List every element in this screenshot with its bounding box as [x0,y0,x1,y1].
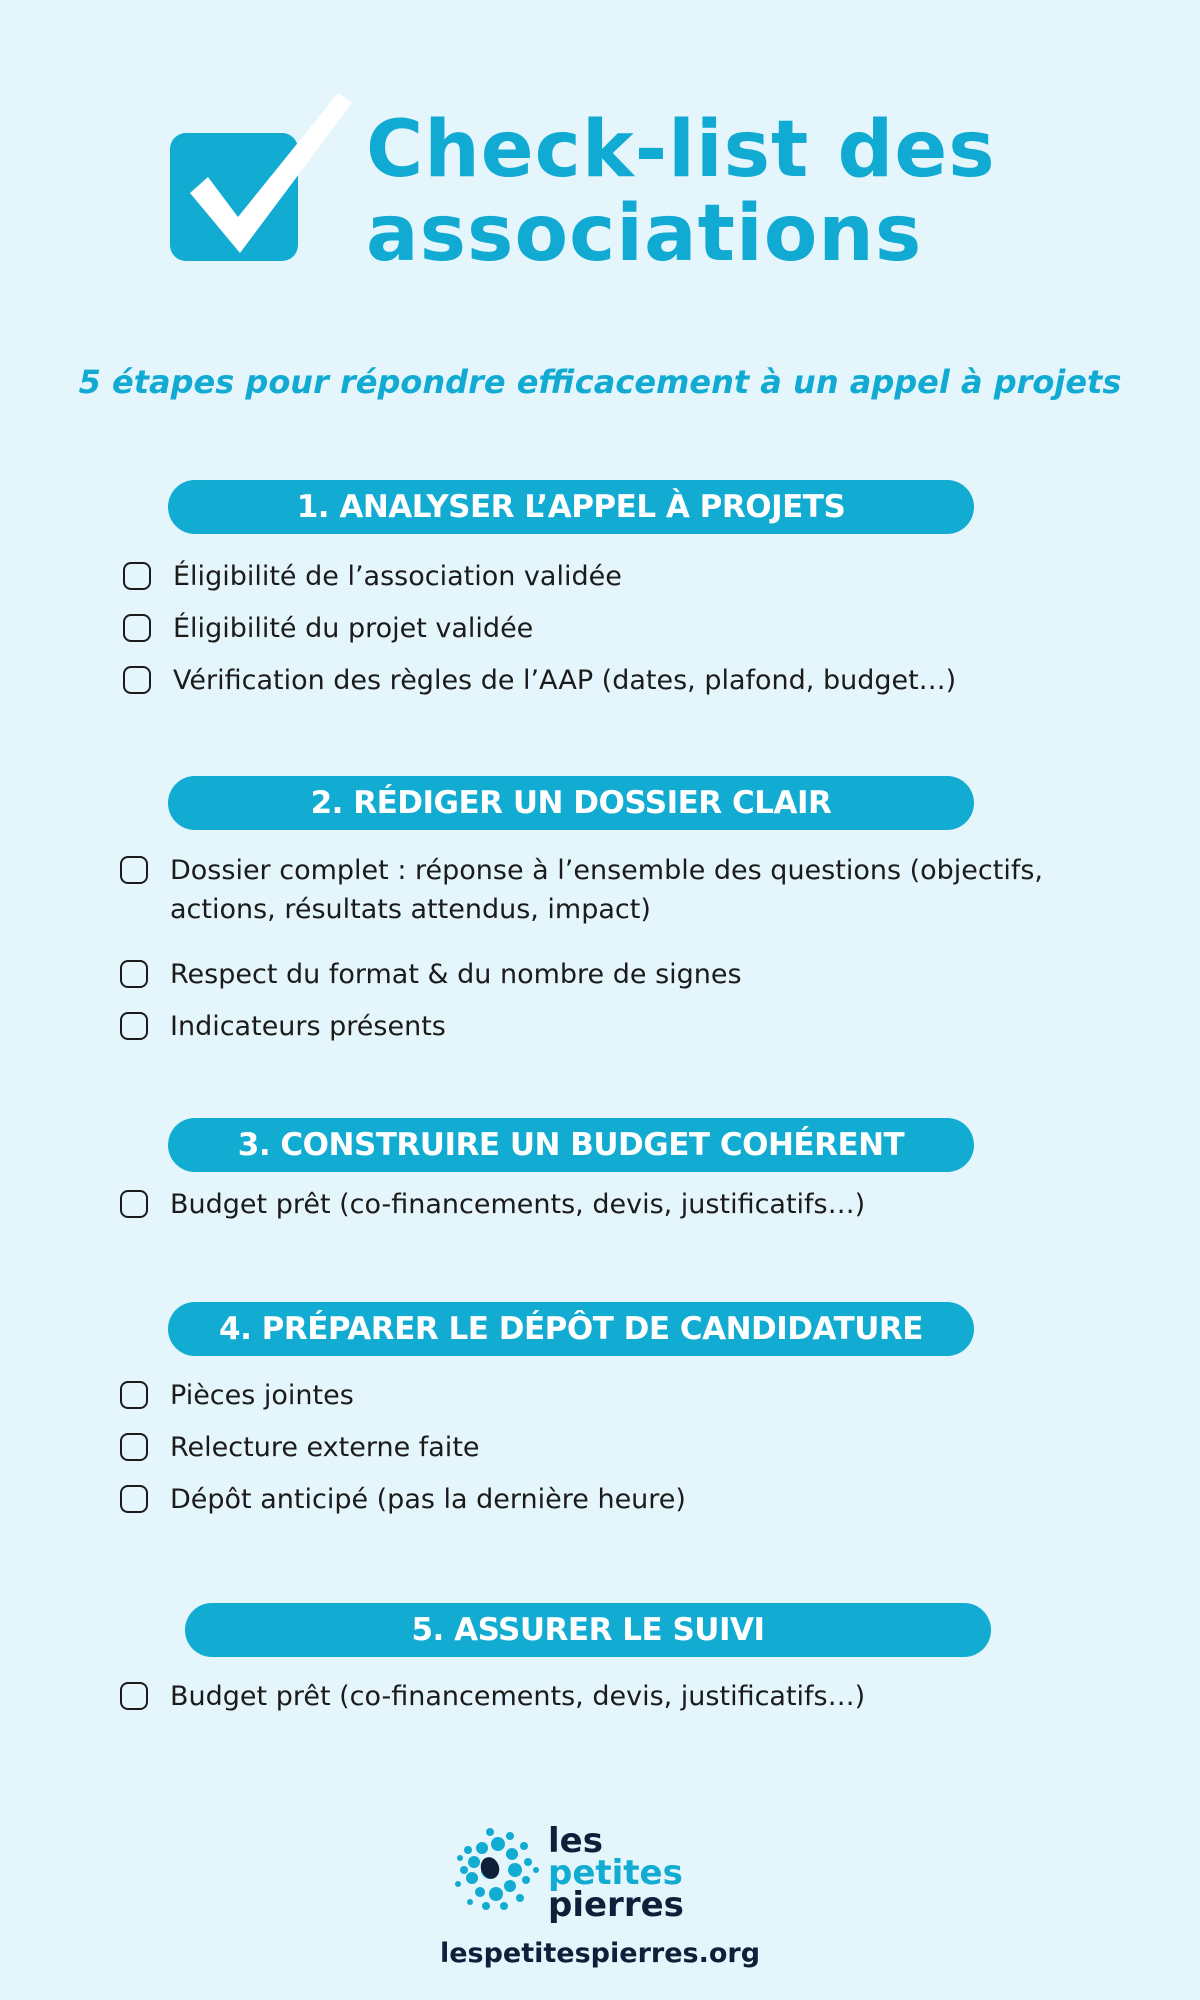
section-heading-4: 4. PRÉPARER LE DÉPÔT DE CANDIDATURE [168,1302,974,1356]
checklist-item-label: Éligibilité de l’association validée [173,561,622,592]
checklist-item [120,1677,865,1716]
title-line-2: associations [366,189,923,279]
checklist-item-label: Dépôt anticipé (pas la dernière heure) [170,1484,686,1515]
checklist-item [120,1376,354,1415]
section-heading-5: 5. ASSURER LE SUIVI [185,1603,991,1657]
page-title [366,105,996,279]
checkbox[interactable] [120,1381,148,1409]
checklist-item [120,1007,446,1046]
checklist-item-label: Relecture externe faite [170,1432,480,1463]
petites-pierres-logo [452,1818,702,1923]
footer-website-link[interactable]: lespetitespierres.org [439,1938,761,1969]
checkbox[interactable] [120,1682,148,1710]
logo-word-les: les [548,1821,603,1861]
title-line-1: Check-list des [366,105,996,195]
checkbox[interactable] [123,562,151,590]
page-subtitle: 5 étapes pour répondre efficacement à un appel à projets [78,363,1122,401]
checkbox[interactable] [120,1190,148,1218]
checklist-item [120,1428,480,1467]
section-heading-1: 1. ANALYSER L’APPEL À PROJETS [168,480,974,534]
logo-word-pierres: pierres [548,1885,684,1923]
section-heading-3: 3. CONSTRUIRE UN BUDGET COHÉRENT [168,1118,974,1172]
checklist-item [123,661,956,700]
checklist-item [123,557,622,596]
checkbox[interactable] [120,1485,148,1513]
checkbox[interactable] [120,960,148,988]
checklist-item-label: Éligibilité du projet validée [173,613,534,644]
section-heading-2: 2. RÉDIGER UN DOSSIER CLAIR [168,776,974,830]
checklist-item [120,1185,865,1224]
checkbox[interactable] [120,856,148,884]
checkbox[interactable] [120,1012,148,1040]
checklist-item [120,1480,686,1519]
checklist-item-label: Respect du format & du nombre de signes [170,959,742,990]
checkbox-check-icon [168,85,358,265]
checklist-item [120,955,742,994]
checklist-item-label: Budget prêt (co-financements, devis, justificatifs…) [170,1681,866,1712]
checklist-item-label: Indicateurs présents [170,1011,446,1042]
checklist-item-label: Budget prêt (co-financements, devis, justificatifs…) [170,1189,866,1220]
checkbox[interactable] [120,1433,148,1461]
checkbox[interactable] [123,614,151,642]
checkbox[interactable] [123,666,151,694]
logo-word-petites: petites [548,1853,683,1893]
checklist-item [123,609,533,648]
checklist-item-label: Pièces jointes [170,1380,354,1411]
checklist-item [120,851,1050,929]
checklist-item-label: Dossier complet : réponse à l’ensemble des questions (objectifs, actions, résultats attendus, impact) [170,855,1043,925]
checklist-item-label: Vérification des règles de l’AAP (dates, plafond, budget…) [173,665,957,696]
